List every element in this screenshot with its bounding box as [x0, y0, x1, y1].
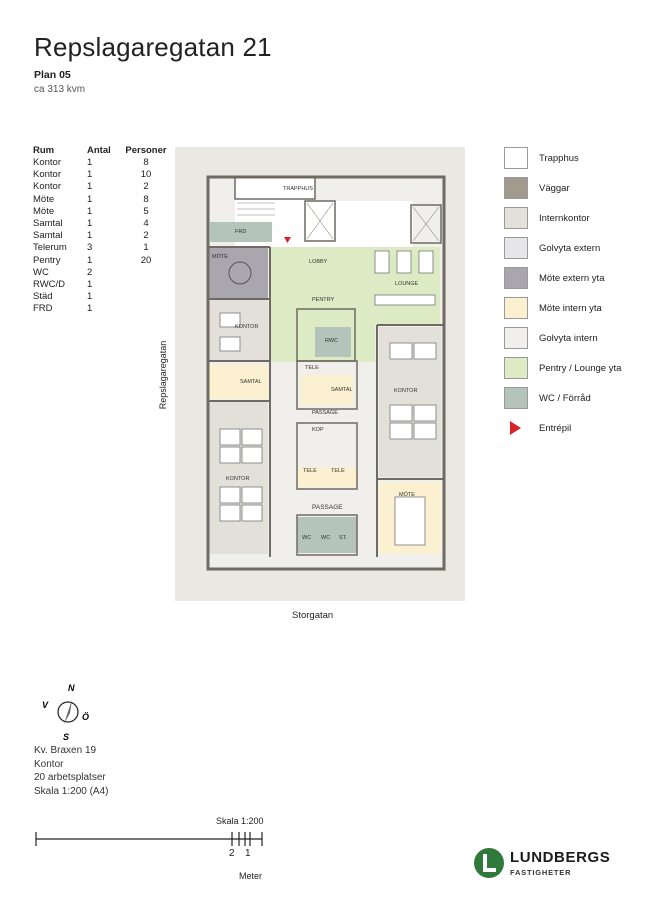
- compass-icon: [40, 682, 100, 742]
- kontor-room-small: [208, 299, 268, 361]
- room-count-cell: 1: [87, 254, 93, 266]
- scale-number-1: 1: [245, 848, 251, 859]
- label-mote-right: MÖTE: [399, 492, 415, 498]
- label-kontor-small: KONTOR: [235, 324, 259, 330]
- room-persons-cell: [121, 279, 171, 291]
- label-st: ST.: [339, 535, 347, 541]
- page-title: Repslagaregatan 21: [34, 32, 272, 62]
- label-mote-top: MÖTE: [212, 254, 228, 260]
- label-kontor-right: KONTOR: [394, 388, 418, 394]
- area-label: ca 313 kvm: [34, 84, 86, 95]
- label-rwc: RWC: [325, 338, 339, 344]
- legend-label: Golvyta extern: [539, 243, 601, 254]
- room-name-cell: WC: [33, 266, 49, 278]
- room-table-row: [33, 242, 171, 254]
- label-kontor-left: KONTOR: [226, 476, 250, 482]
- label-frd: FRD: [235, 229, 247, 235]
- room-persons-cell: 4: [143, 218, 149, 230]
- room-name-cell: Telerum: [33, 242, 67, 254]
- legend-label: Möte extern yta: [539, 273, 605, 284]
- room-persons-cell: 2: [143, 230, 149, 242]
- room-name-cell: Pentry: [33, 254, 61, 266]
- col-header-rum: Rum: [33, 145, 55, 156]
- label-pentry: PENTRY: [312, 297, 335, 303]
- label-tele-3: TELE: [331, 468, 345, 474]
- room-count-cell: 1: [87, 303, 93, 315]
- label-wc-1: WC: [302, 535, 312, 541]
- plan-label: Plan 05: [34, 69, 71, 81]
- label-passage-2: PASSAGE: [312, 504, 343, 511]
- legend-label: Golvyta intern: [539, 333, 598, 344]
- room-persons-cell: 8: [143, 157, 149, 168]
- room-table-row: [33, 230, 171, 242]
- room-table: [33, 145, 171, 316]
- room-name-cell: Samtal: [33, 218, 63, 230]
- lundbergs-logo: [474, 848, 624, 882]
- room-name-cell: Möte: [33, 205, 55, 217]
- room-name-cell: Städ: [33, 291, 53, 303]
- label-tele-1: TELE: [305, 365, 319, 371]
- legend-label: Möte intern yta: [539, 303, 602, 314]
- room-persons-cell: [121, 267, 171, 279]
- label-lounge: LOUNGE: [395, 281, 419, 287]
- room-table-header: [33, 145, 171, 157]
- room-persons-cell: [121, 303, 171, 315]
- scale-unit: Meter: [239, 871, 263, 881]
- legend-label: Internkontor: [539, 213, 590, 224]
- room-persons-cell: [121, 291, 171, 303]
- room-count-cell: 1: [87, 291, 93, 303]
- compass-v: V: [42, 700, 49, 710]
- label-tele-2: TELE: [303, 468, 317, 474]
- room-persons-cell: 20: [140, 254, 152, 266]
- label-trapphus: TRAPPHUS: [283, 186, 313, 192]
- room-count-cell: 3: [87, 242, 93, 254]
- col-header-personer: Personer: [125, 145, 167, 156]
- scale-title: Skala 1:200: [216, 816, 264, 826]
- street-label-bottom: Storgatan: [292, 610, 334, 621]
- scale-bar: [30, 828, 270, 850]
- room-table-row: [33, 218, 171, 230]
- room-count-cell: 1: [87, 279, 93, 291]
- street-label-left: Repslagaregatan: [158, 340, 168, 410]
- room-name-cell: Möte: [33, 193, 55, 205]
- legend-label: Väggar: [539, 183, 570, 194]
- room-table-row: [33, 169, 171, 181]
- legend-swatch: [504, 387, 528, 409]
- room-count-cell: 1: [87, 205, 93, 217]
- room-name-cell: Samtal: [33, 230, 63, 242]
- label-samtal-left: SAMTAL: [240, 379, 262, 385]
- label-passage-1: PASSAGE: [312, 410, 338, 416]
- legend-swatch: [504, 327, 528, 349]
- room-count-cell: 1: [87, 218, 93, 230]
- room-count-cell: 1: [87, 193, 93, 205]
- room-table-row: [33, 157, 171, 169]
- property-info: [34, 744, 109, 798]
- info-line-4: Skala 1:200 (A4): [34, 785, 109, 797]
- legend-swatch: [504, 207, 528, 229]
- room-table-row: [33, 267, 171, 279]
- room-name-cell: Kontor: [33, 169, 61, 181]
- legend-swatch: [504, 147, 528, 169]
- col-header-antal: Antal: [87, 145, 111, 156]
- logo-subtitle: FASTIGHETER: [510, 868, 572, 877]
- room-name-cell: FRD: [33, 303, 53, 315]
- room-name-cell: Kontor: [33, 157, 61, 168]
- legend-swatch: [504, 297, 528, 319]
- legend-label: Trapphus: [539, 153, 579, 164]
- legend-swatch: [504, 267, 528, 289]
- room-persons-cell: 5: [143, 205, 149, 217]
- room-count-cell: 2: [87, 266, 93, 278]
- room-persons-cell: 10: [140, 169, 152, 181]
- label-wc-2: WC: [321, 535, 331, 541]
- logo-mark-icon: [474, 848, 504, 878]
- label-lobby: LOBBY: [309, 259, 328, 265]
- room-table-row: [33, 206, 171, 218]
- scale-number-2: 2: [229, 848, 235, 859]
- info-line-3: 20 arbetsplatser: [34, 772, 106, 783]
- legend-swatch: [504, 177, 528, 199]
- room-count-cell: 1: [87, 181, 93, 193]
- room-table-row: [33, 181, 171, 193]
- label-samtal-mid: SAMTAL: [331, 387, 353, 393]
- floorplan: [175, 147, 465, 601]
- room-table-row: [33, 255, 171, 267]
- room-table-row: [33, 194, 171, 206]
- compass-n: N: [68, 683, 75, 693]
- stair-area-right: [305, 201, 413, 249]
- legend-label: Pentry / Lounge yta: [539, 363, 622, 374]
- room-table-row: [33, 291, 171, 303]
- room-table-row: [33, 279, 171, 291]
- compass-s: S: [63, 732, 70, 742]
- logo-name: LUNDBERGS: [510, 849, 611, 866]
- room-count-cell: 1: [87, 230, 93, 242]
- legend-label: Entrépil: [539, 423, 572, 434]
- room-count-cell: 1: [87, 169, 93, 181]
- info-line-2: Kontor: [34, 758, 64, 770]
- compass-o: Ö: [82, 712, 90, 722]
- legend-swatch: [504, 357, 528, 379]
- room-table-row: [33, 303, 171, 315]
- entry-arrow-icon: [510, 421, 521, 435]
- room-count-cell: 1: [87, 157, 93, 168]
- label-kop: KOP: [312, 427, 324, 433]
- room-name-cell: RWC/D: [33, 279, 66, 291]
- room-name-cell: Kontor: [33, 181, 61, 193]
- info-line-1: Kv. Braxen 19: [34, 745, 97, 756]
- room-persons-cell: 2: [143, 181, 149, 193]
- room-persons-cell: 1: [143, 242, 149, 254]
- legend-swatch: [504, 237, 528, 259]
- legend-label: WC / Förråd: [539, 393, 591, 404]
- room-persons-cell: 8: [143, 193, 149, 205]
